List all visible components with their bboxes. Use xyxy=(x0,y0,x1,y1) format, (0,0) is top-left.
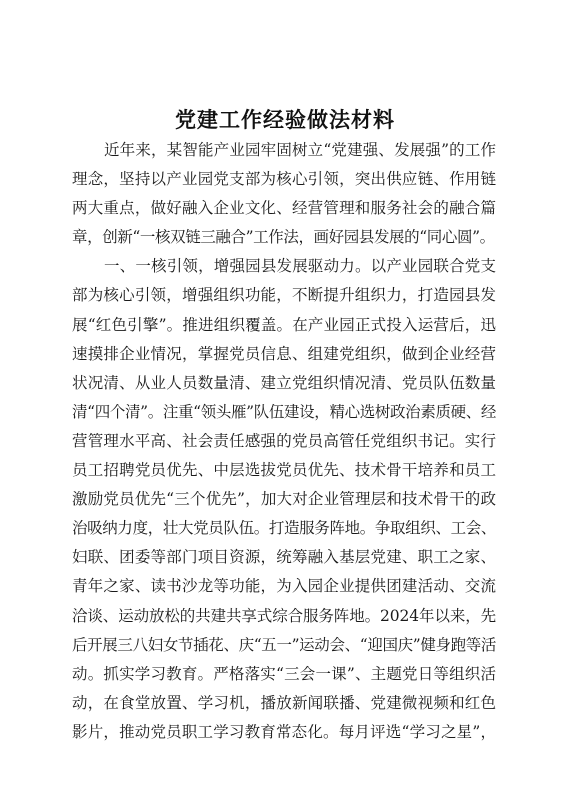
paragraph-2-line-12: 青年之家、读书沙龙等功能，为入园企业提供团建活动、交流 xyxy=(72,577,496,596)
document-body xyxy=(72,136,496,747)
paragraph-2-line-1: 一、一核引领，增强园县发展驱动力。以产业园联合党支 xyxy=(104,257,496,276)
paragraph-2-line-10: 治吸纳力度，壮大党员队伍。打造服务阵地。争取组织、工会、 xyxy=(72,519,496,538)
paragraph-2-line-9: 激励党员优先“三个优先”，加大对企业管理层和技术骨干的政 xyxy=(72,490,496,509)
paragraph-2-line-7: 营管理水平高、社会责任感强的党员高管任党组织书记。实行 xyxy=(72,431,496,450)
document-title: 党建工作经验做法材料 xyxy=(175,107,395,132)
paragraph-1-line-4: 章，创新“一核双链三融合”工作法，画好园县发展的“同心圆”。 xyxy=(72,228,495,247)
paragraph-1-line-2: 理念，坚持以产业园党支部为核心引领，突出供应链、作用链 xyxy=(72,170,496,189)
paragraph-2-line-5: 状况清、从业人员数量清、建立党组织情况清、党员队伍数量 xyxy=(72,373,496,392)
paragraph-1-line-1: 近年来，某智能产业园牢固树立“党建强、发展强”的工作 xyxy=(104,141,496,159)
paragraph-2-line-14: 后开展三八妇女节插花、庆“五一”运动会、“迎国庆”健身跑等活 xyxy=(72,635,496,654)
paragraph-2-line-17: 影片，推动党员职工学习教育常态化。每月评选“学习之星”， xyxy=(72,722,496,741)
paragraph-2-line-6: 清“四个清”。注重“领头雁”队伍建设，精心选树政治素质硬、经 xyxy=(72,402,496,421)
paragraph-2-line-2: 部为核心引领，增强组织功能，不断提升组织力，打造园县发 xyxy=(72,286,496,305)
paragraph-2-line-4: 速摸排企业情况，掌握党员信息、组建党组织，做到企业经营 xyxy=(72,344,496,363)
paragraph-2-line-13: 洽谈、运动放松的共建共享式综合服务阵地。2024年以来，先 xyxy=(72,606,497,625)
paragraph-2-line-8: 员工招聘党员优先、中层选拔党员优先、技术骨干培养和员工 xyxy=(72,461,496,480)
paragraph-2-line-15: 动。抓实学习教育。严格落实“三会一课”、主题党日等组织活 xyxy=(72,664,496,683)
paragraph-2-line-3: 展“红色引擎”。推进组织覆盖。在产业园正式投入运营后，迅 xyxy=(72,315,496,334)
paragraph-2-line-11: 妇联、团委等部门项目资源，统筹融入基层党建、职工之家、 xyxy=(72,548,496,567)
paragraph-2-line-16: 动，在食堂放置、学习机，播放新闻联播、党建微视频和红色 xyxy=(72,693,496,712)
paragraph-1-line-3: 两大重点，做好融入企业文化、经营管理和服务社会的融合篇 xyxy=(72,199,496,218)
